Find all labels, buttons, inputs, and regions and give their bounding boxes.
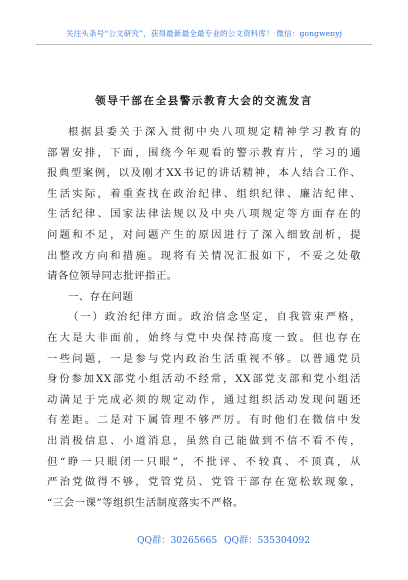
paragraph-line: 生活纪律、国家法律法规以及中央八项规定等方面存在的 — [47, 208, 361, 221]
paragraph-line: 报典型案例，以及刚才XX书记的讲话精神，本人结合工作、 — [47, 167, 361, 180]
paragraph-line: （一）政治纪律方面。政治信念坚定，自我管束严格， — [68, 311, 361, 324]
paragraph-line: 严治党做得不够，党管党员、党管干部存在宽松软现象， — [47, 476, 361, 489]
paragraph-line: 请各位领导同志批评指正。 — [47, 270, 178, 283]
paragraph-line: 问题和不足，对问题产生的原因进行了深入细致剖析，提 — [47, 228, 361, 241]
paragraph-line: 出整改方向和措施。现将有关情况汇报如下，不妥之处敬 — [47, 249, 361, 262]
paragraph-line: 一些问题，一是参与党内政治生活重视不够。以普通党员 — [47, 352, 361, 365]
paragraph-line: 出消极信息、小道消息，虽然自己能做到不信不看不传， — [47, 434, 361, 447]
paragraph-line: 身份参加XX部党小组活动不经常，XX部党支部和党小组活 — [47, 373, 361, 386]
qq-group-2: QQ群：535304092 — [224, 535, 311, 546]
paragraph-line: 生活实际，着重查找在政治纪律、组织纪律、廉洁纪律、 — [47, 187, 361, 200]
qq-group-1: QQ群：30265665 — [137, 535, 218, 546]
paragraph-line: 根据县委关于深入贯彻中央八项规定精神学习教育的 — [68, 126, 361, 138]
section-heading: 一、存在问题 — [68, 290, 134, 303]
document-title: 领导干部在全县警示教育大会的交流发言 — [95, 95, 313, 107]
footer-contacts — [0, 532, 408, 546]
paragraph-line: 有差距。二是对下属管理不够严厉。有时他们在微信中发 — [47, 414, 361, 427]
paragraph-line: 在大是大非面前，始终与党中央保持高度一致。但也存在 — [47, 331, 361, 344]
paragraph-line: “三会一课”等组织生活制度落实不严格。 — [47, 496, 244, 509]
header-divider — [36, 44, 372, 45]
document-body — [47, 122, 361, 513]
paragraph-line: 但“睁一只眼闭一只眼”，不批评、不较真、不顶真，从 — [47, 455, 361, 468]
paragraph-line: 部署安排，下面，围绕今年观看的警示教育片，学习的通 — [47, 146, 361, 159]
paragraph-line: 动满足于完成必须的规定动作，通过组织活动发现问题还 — [47, 393, 361, 406]
header-note: 关注头条号“公文研究”，获得最新最全最专业的公文资料库！ 微信：gongwenyj — [65, 29, 343, 38]
